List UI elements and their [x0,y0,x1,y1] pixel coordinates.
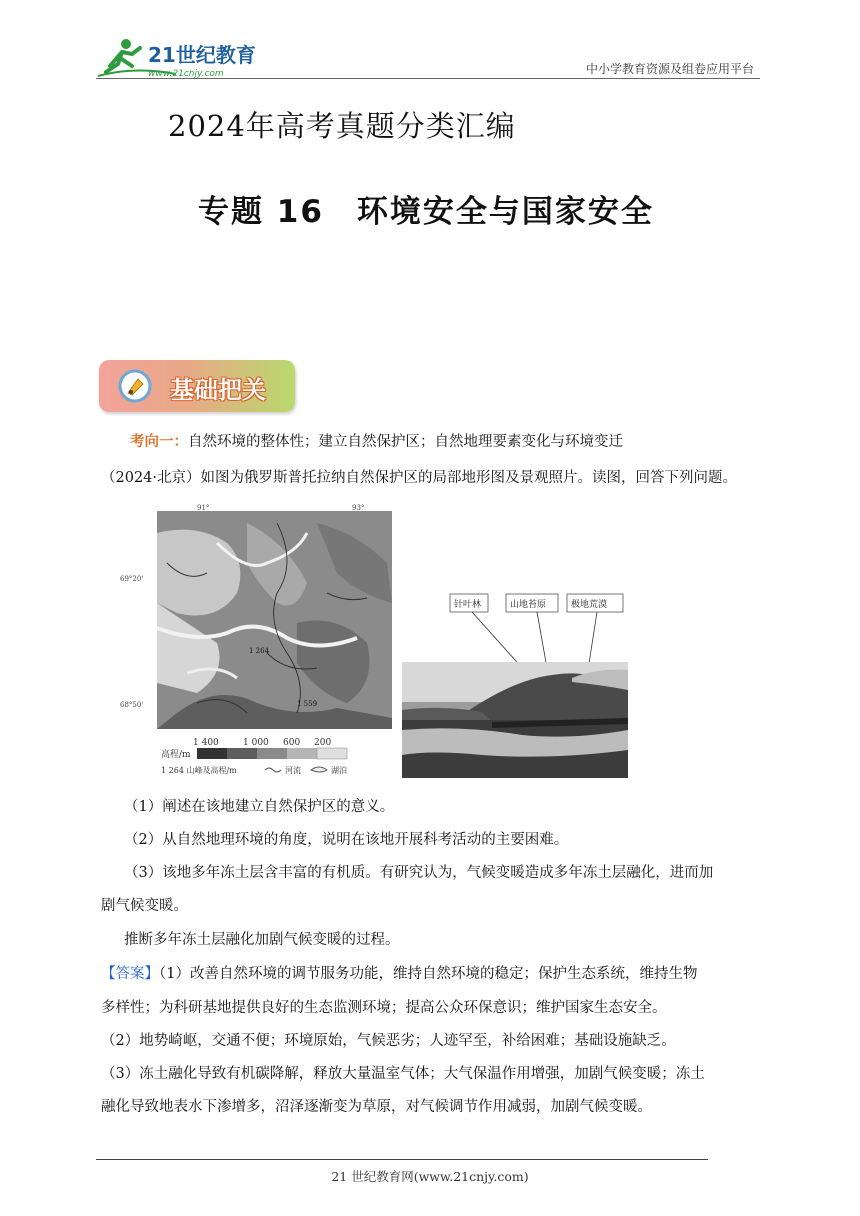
map-lon-label: 91° [197,504,210,512]
footer-divider [96,1159,708,1160]
page-title: 2024年高考真题分类汇编 [168,109,516,143]
photo-label-desert: 极地荒漠 [571,600,608,610]
legend-peak-label: 1 264 山峰及高程/m [161,766,237,775]
answer-line-1 [101,964,697,984]
answer-line-4: （3）冻土融化导致有机碳降解，释放大量温室气体；大气保温作用增强，加剧气候变暖；冻土 [101,1066,705,1082]
logo-url: www.21cnjy.com [148,69,224,79]
answer-text: （1）改善自然环境的调节服务功能，维持自然环境的稳定；保护生态系统，维持生物 [159,966,698,982]
legend-value: 1 000 [243,738,269,748]
footer-text: 21 世纪教育网(www.21cnjy.com) [331,1169,529,1184]
legend-elevation-label: 高程/m [161,750,191,760]
legend-river-label: 河流 [285,766,301,775]
answer-label: 【答案】 [101,966,159,982]
legend-value: 600 [283,738,301,748]
site-logo [96,36,266,80]
legend-value: 200 [314,738,332,748]
question-1: （1）阐述在该地建立自然保护区的意义。 [124,799,395,815]
question-intro: （2024·北京）如图为俄罗斯普托拉纳自然保护区的局部地形图及景观照片。读图，回答下列问题。 [101,470,738,486]
map-lat-label: 69°20' [120,575,144,583]
question-3-prompt: 推断多年冻土层融化加剧气候变暖的过程。 [124,932,400,948]
topic-line [130,432,623,452]
map-peak-label: 1 264 [249,647,270,655]
logo-text: 21世纪教育 [148,43,256,67]
question-2: （2）从自然地理环境的角度，说明在该地开展科考活动的主要困难。 [124,832,569,848]
photo-label-tundra: 山地苔原 [510,600,547,610]
question-3-line-2: 剧气候变暖。 [101,898,188,914]
section-badge-label: 基础把关 [170,376,266,404]
map-lat-label: 68°50' [120,701,144,709]
topic-text: 自然环境的整体性；建立自然保护区；自然地理要素变化与环境变迁 [188,434,623,450]
header-divider [96,78,760,79]
topic-label: 考向一： [130,433,188,450]
pen-nib-icon [118,369,152,403]
question-3-line-1: （3）该地多年冻土层含丰富的有机质。有研究认为，气候变暖造成多年冻土层融化，进而加 [124,865,714,881]
map-peak-label: 1 559 [297,700,318,708]
answer-line-2: 多样性；为科研基地提供良好的生态监测环境；提高公众环保意识；维护国家生态安全。 [101,1000,667,1016]
photo-label-conifer: 针叶林 [454,600,482,610]
page-subtitle: 专题 16 环境安全与国家安全 [198,194,654,230]
landscape-photo [402,590,628,780]
answer-line-3: （2）地势崎岖，交通不便；环境原始，气候恶劣；人迹罕至，补给困难；基础设施缺乏。 [101,1033,676,1049]
answer-line-5: 融化导致地表水下渗增多，沼泽逐渐变为草原，对气候调节作用减弱，加剧气候变暖。 [101,1099,652,1115]
legend-value: 1 400 [193,738,219,748]
header-platform-text: 中小学教育资源及组卷应用平台 [585,62,754,76]
legend-lake-label: 湖泊 [331,766,347,775]
map-lon-label: 93° [352,504,365,512]
map-legend [161,733,391,778]
topographic-map [120,503,392,753]
